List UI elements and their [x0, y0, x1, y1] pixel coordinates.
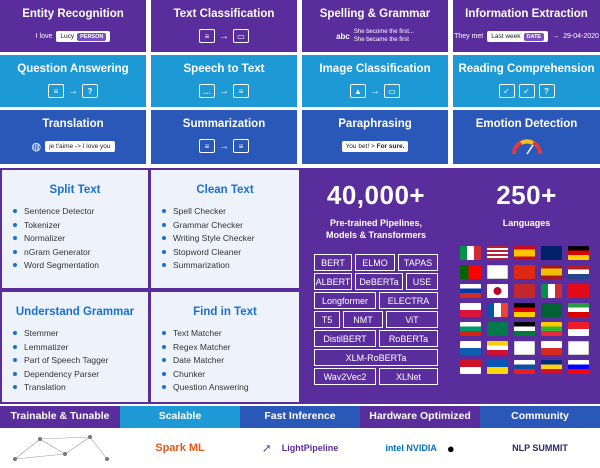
translation-example: je t'aime -> I love you [45, 141, 114, 152]
flag-icon [460, 322, 481, 336]
model-chip: XLM-RoBERTa [314, 349, 438, 366]
model-chip: USE [406, 273, 438, 290]
speech-bubble-icon: … [199, 84, 215, 98]
globe-icon: ◍ [31, 140, 42, 153]
model-chip: BERT [314, 254, 352, 271]
list-item: Writing Style Checker [151, 233, 299, 247]
checklist-icon: ✓ [519, 84, 535, 98]
arrow-icon: → [370, 85, 380, 97]
flag-icon [460, 341, 481, 355]
flag-icon [541, 360, 562, 374]
flag-icon [460, 284, 481, 298]
model-chip: ELMO [355, 254, 395, 271]
task-title: Reading Comprehension [458, 63, 595, 75]
flag-icon [514, 284, 535, 298]
task-title: Emotion Detection [475, 118, 578, 130]
task-title: Paraphrasing [338, 118, 412, 130]
example-text: I love [35, 32, 53, 40]
model-chip: ViT [386, 311, 438, 328]
footer-label: Trainable & Tunable [10, 410, 110, 422]
task-summarization [151, 110, 297, 164]
footer-label: Hardware Optimized [369, 410, 471, 422]
task-title: Information Extraction [465, 8, 588, 20]
list-item: Dependency Parser [2, 369, 148, 383]
pipelines-label-1: Pre-trained Pipelines, [329, 218, 423, 228]
question-icon: ? [539, 84, 555, 98]
flag-icon [514, 341, 535, 355]
example-output: 29-04-2020 [563, 32, 599, 40]
pipelines-count: 40,000+ [326, 180, 426, 210]
flag-icon [541, 246, 562, 260]
footer-scalable [120, 406, 240, 468]
flag-icon [487, 322, 508, 336]
example-value: Last week [491, 32, 521, 40]
flag-icon [568, 341, 589, 355]
document-icon: ≡ [233, 139, 249, 153]
flag-icon [487, 341, 508, 355]
list-item: Question Answering [151, 382, 299, 396]
pipelines-label-2: Models & Transformers [325, 230, 427, 240]
flag-icon [568, 322, 589, 336]
emotion-gauge-icon [511, 137, 543, 155]
lightpipeline-logo: LightPipeline [281, 443, 339, 453]
flag-icon [541, 284, 562, 298]
spark-ml-logo: Spark ML [155, 442, 205, 454]
date-tag: DATE [524, 33, 545, 41]
flag-icon [487, 303, 508, 317]
flag-icon [568, 265, 589, 279]
task-title: Speech to Text [183, 63, 265, 75]
flag-icon [541, 341, 562, 355]
footer-label: Community [511, 410, 569, 422]
flag-icon [487, 265, 508, 279]
task-spelling-grammar [302, 0, 448, 52]
model-chip: DistilBERT [314, 330, 376, 347]
flag-icon [487, 284, 508, 298]
list-item: Stopword Cleaner [151, 247, 299, 261]
panel-title: Find in Text [193, 306, 257, 318]
model-chip: NMT [343, 311, 383, 328]
list-item: Sentence Detector [2, 206, 148, 220]
footer-label: Fast Inference [264, 410, 336, 422]
document-icon: ≡ [48, 84, 64, 98]
list-item: Normalizer [2, 233, 148, 247]
features-section [0, 168, 600, 404]
arrow-icon: → [219, 30, 229, 42]
flag-icon [514, 303, 535, 317]
hardware-logos: intel NVIDIA [385, 443, 437, 453]
entity-tag: PERSON [77, 33, 106, 41]
arrow-icon: → [219, 140, 229, 152]
flag-icon [514, 322, 535, 336]
understand-grammar-panel [2, 292, 148, 402]
list-item: Chunker [151, 369, 299, 383]
task-title: Entity Recognition [22, 8, 124, 20]
model-chip: XLNet [379, 368, 438, 385]
task-information-extraction [453, 0, 600, 52]
task-reading-comprehension [453, 55, 600, 107]
folder-icon: ▭ [233, 29, 249, 43]
lightning-icon: ➚ [261, 441, 272, 455]
task-speech-to-text [151, 55, 297, 107]
task-title: Question Answering [17, 63, 129, 75]
network-graph-icon [5, 429, 115, 467]
checklist-icon: ✓ [499, 84, 515, 98]
panel-title: Clean Text [196, 184, 254, 196]
apple-icon: ● [446, 440, 455, 456]
task-title: Summarization [182, 118, 266, 130]
flag-icon [568, 303, 589, 317]
list-item: Date Matcher [151, 355, 299, 369]
model-chip: ALBERT [314, 273, 352, 290]
list-item: Translation [2, 382, 148, 396]
model-chip: ELECTRA [379, 292, 438, 309]
footer-hardware [360, 406, 480, 468]
model-chip: T5 [314, 311, 340, 328]
flag-icon [460, 265, 481, 279]
document-icon: ≡ [199, 29, 215, 43]
task-title: Text Classification [173, 8, 275, 20]
languages-label: Languages [502, 218, 551, 228]
list-item: Regex Matcher [151, 342, 299, 356]
model-chip: TAPAS [398, 254, 438, 271]
model-chip: DeBERTa [355, 273, 403, 290]
model-chip: RoBERTa [379, 330, 438, 347]
list-item: Part of Speech Tagger [2, 355, 148, 369]
example-wrong: She become the first... [353, 29, 414, 35]
flag-icon [568, 246, 589, 260]
flag-icon [514, 246, 535, 260]
task-question-answering [0, 55, 146, 107]
task-text-classification [151, 0, 297, 52]
list-item: nGram Generator [2, 247, 148, 261]
list-item: Tokenizer [2, 220, 148, 234]
paraphrase-source: You bet! [345, 142, 370, 150]
pipelines-stat [303, 180, 449, 241]
list-item: Word Segmentation [2, 260, 148, 274]
flag-icon [514, 265, 535, 279]
abc-icon: abc [336, 31, 350, 41]
footer-trainable [0, 406, 120, 468]
list-item: Grammar Checker [151, 220, 299, 234]
footer-label: Scalable [158, 410, 202, 422]
list-item: Text Matcher [151, 328, 299, 342]
task-translation [0, 110, 146, 164]
flag-icon [460, 360, 481, 374]
split-text-panel [2, 170, 148, 288]
document-icon: ≡ [233, 84, 249, 98]
nlp-summit-logo: NLP SUMMIT [512, 443, 568, 453]
flag-icon [568, 284, 589, 298]
footer-fast-inference [240, 406, 360, 468]
task-entity-recognition [0, 0, 146, 52]
list-item: Summarization [151, 260, 299, 274]
example-entity: Lucy [60, 32, 75, 40]
flag-icon [568, 360, 589, 374]
model-chip: Wav2Vec2 [314, 368, 376, 385]
task-image-classification [302, 55, 448, 107]
footer-community [480, 406, 600, 468]
arrow-icon: → [552, 32, 560, 40]
question-icon: ? [82, 84, 98, 98]
task-title: Spelling & Grammar [319, 8, 431, 20]
flag-icon [487, 360, 508, 374]
paraphrase-target: For sure. [376, 142, 405, 150]
flag-icon [460, 246, 481, 260]
task-title: Translation [42, 118, 104, 130]
arrow-icon: → [68, 85, 78, 97]
flag-icon [541, 303, 562, 317]
example-correct: She became the first [353, 37, 409, 43]
panel-title: Understand Grammar [15, 306, 135, 318]
task-paraphrasing: Paraphrasing You bet! > For sure. [302, 110, 448, 164]
flag-icon [541, 322, 562, 336]
panel-title: Split Text [49, 184, 101, 196]
example-text: They met [454, 32, 484, 40]
list-item: Lemmatizer [2, 342, 148, 356]
flag-icon [514, 360, 535, 374]
flag-icon [460, 303, 481, 317]
image-icon: ▲ [350, 84, 366, 98]
documents-icon: ≡ [199, 139, 215, 153]
flag-icon [541, 265, 562, 279]
task-emotion-detection [453, 110, 600, 164]
model-chip: Longformer [314, 292, 376, 309]
arrow-icon: → [219, 85, 229, 97]
folder-icon: ▭ [384, 84, 400, 98]
list-item: Stemmer [2, 328, 148, 342]
flag-icon [487, 246, 508, 260]
clean-text-panel [151, 170, 299, 288]
find-in-text-panel [151, 292, 299, 402]
task-title: Image Classification [319, 63, 431, 75]
list-item: Spell Checker [151, 206, 299, 220]
languages-stat [453, 180, 600, 229]
languages-count: 250+ [496, 180, 557, 210]
